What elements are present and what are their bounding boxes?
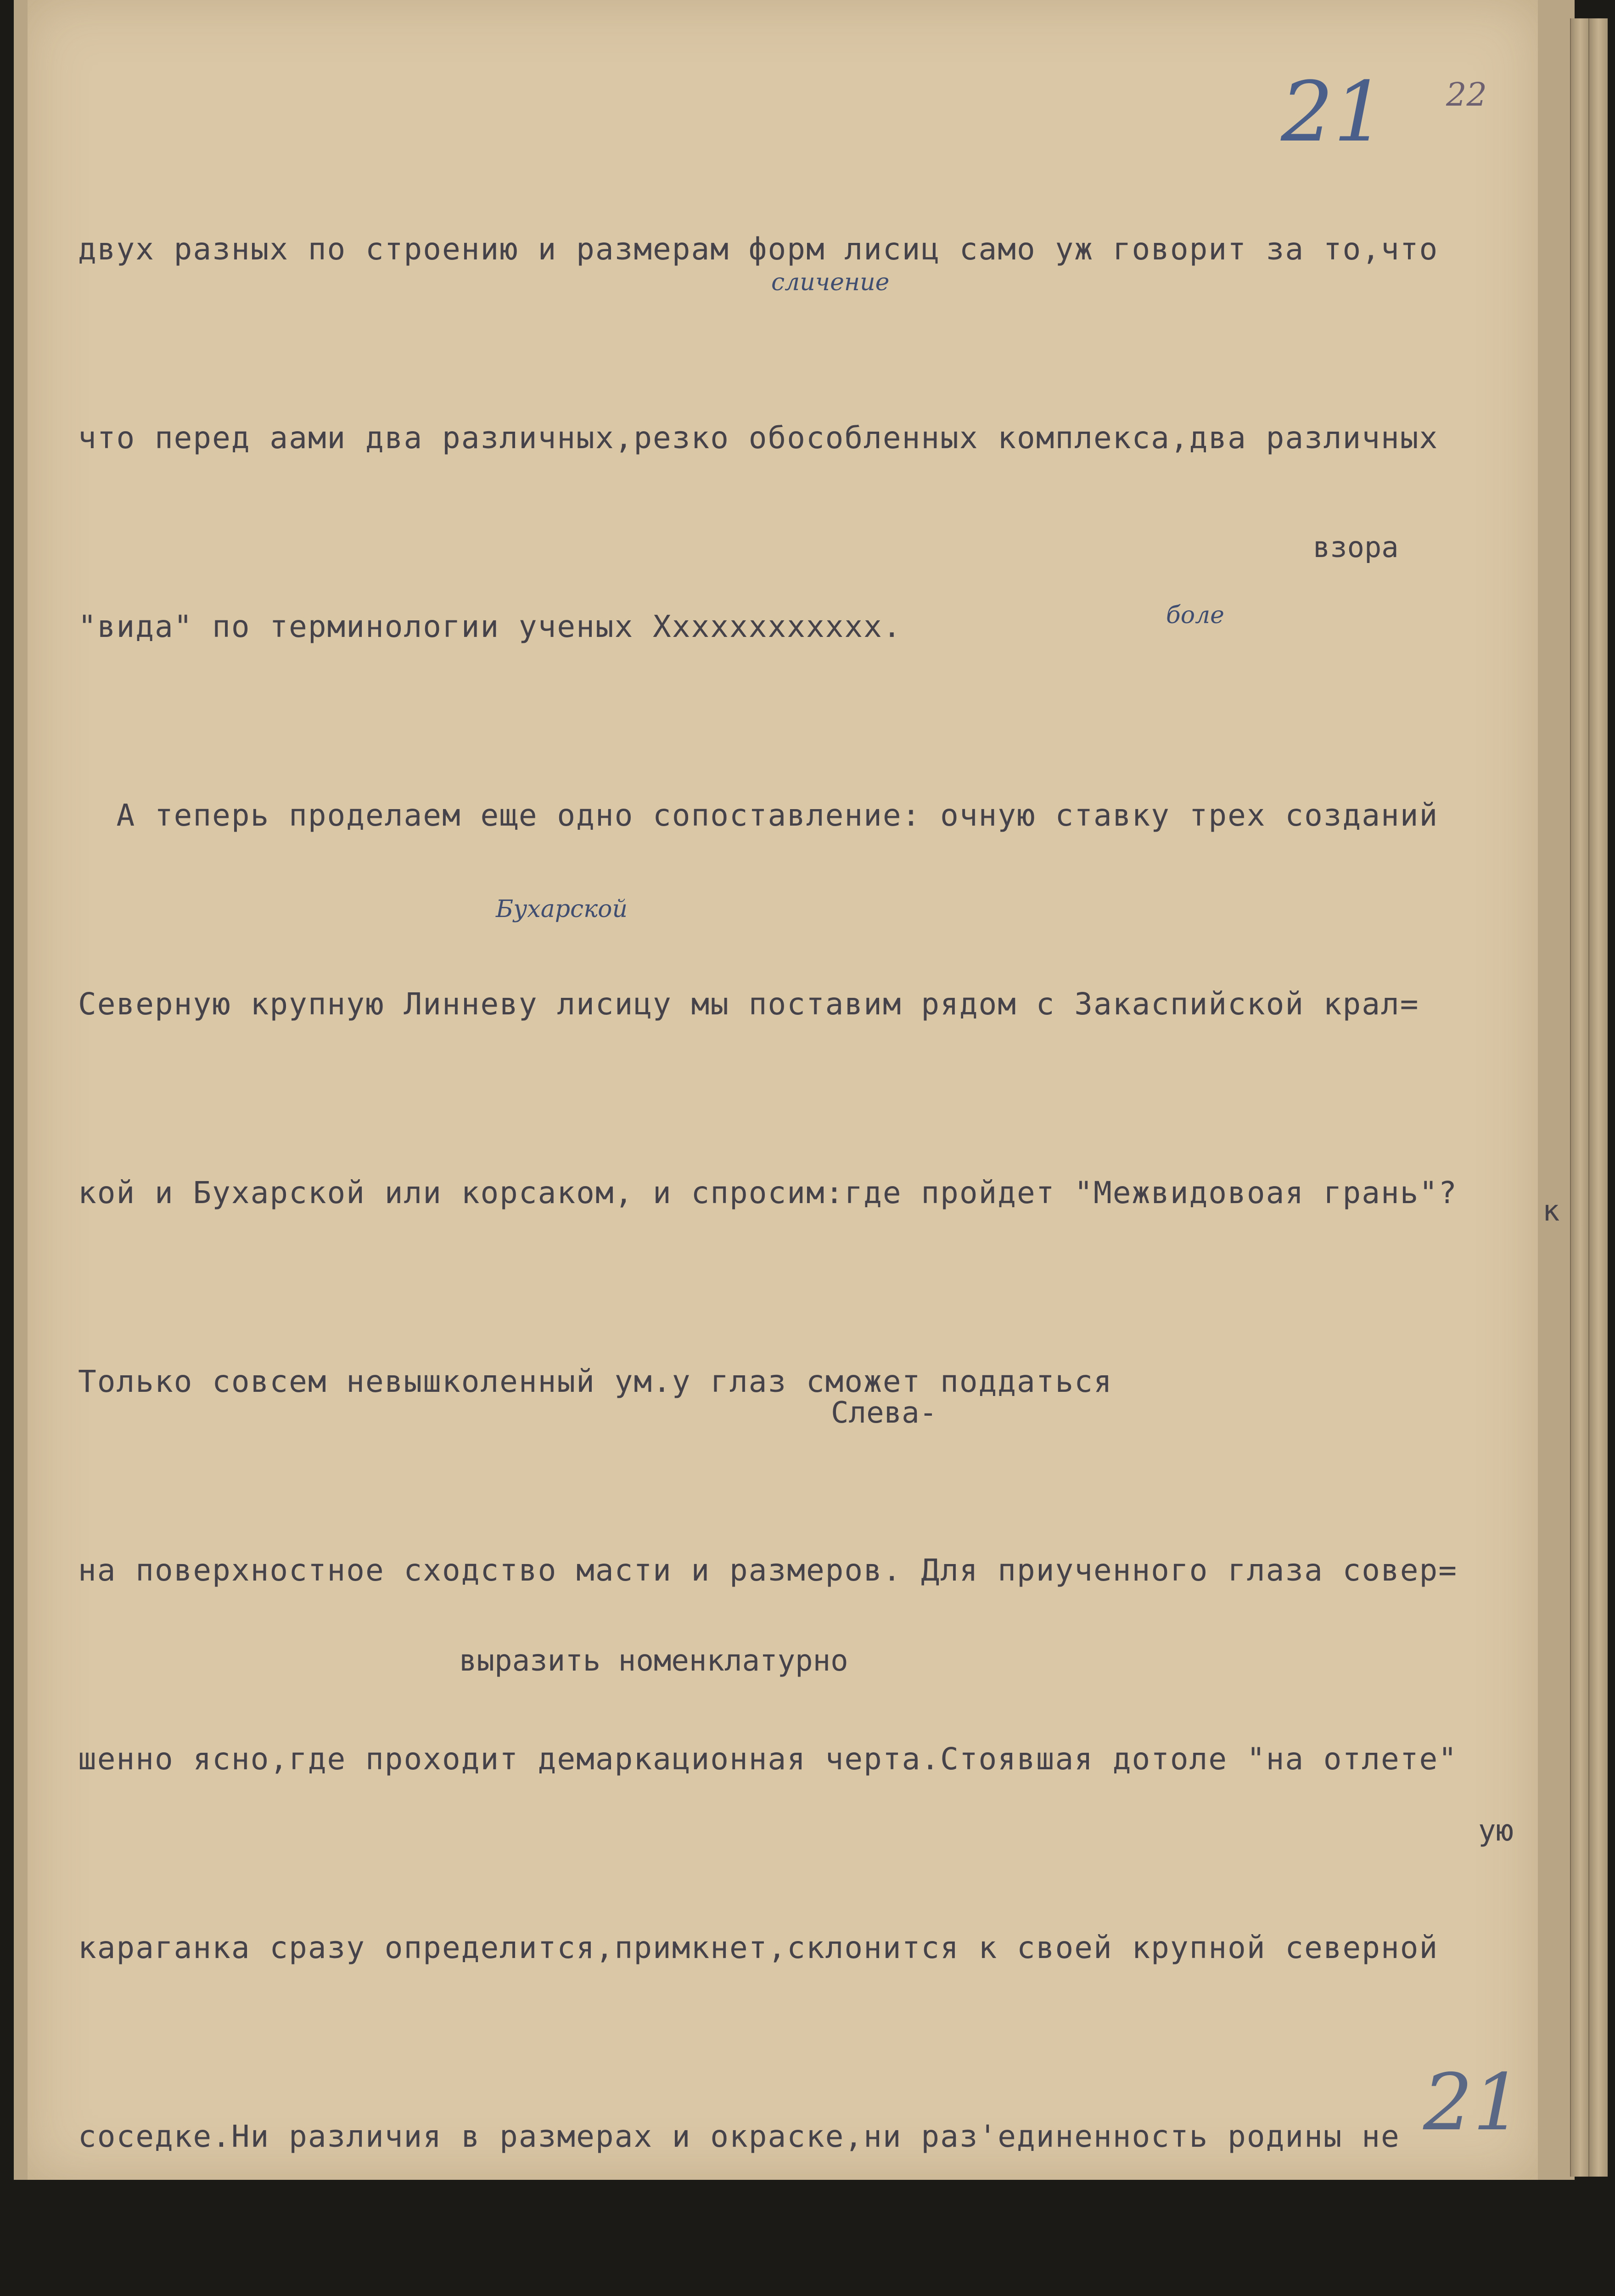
- text-line: караганка сразу определится,примкнет,склонится к своей крупной северной: [78, 1930, 1439, 1965]
- folio-number-small: 22: [1446, 76, 1487, 113]
- folio-number: 21: [1281, 64, 1386, 160]
- text-line: соседке.Ни различия в размерах и окраске,ни раз'единенность родины не: [78, 2119, 1400, 2154]
- text-line: шенно ясно,где проходит демаркационная черта.Стоявшая дотоле "на отлете": [78, 1741, 1458, 1777]
- inserted-word: к: [1542, 1194, 1560, 1227]
- text-line: кой и Бухарской или корсаком, и спросим:где пройдет "Межвидовоая грань"?: [78, 1175, 1458, 1210]
- paper-stack-edge: [1588, 18, 1608, 2177]
- folio-number-bottom: 21: [1423, 2057, 1523, 2148]
- text-line: двух разных по строению и размерам форм лисиц само уж говорит за то,что: [78, 231, 1439, 267]
- paper-stack-edge: [1570, 18, 1589, 2177]
- typed-page: [28, 0, 1560, 2180]
- text-line: Только совсем невышколенный ум.у глаз сможет поддаться: [78, 1364, 1113, 1399]
- handwritten-correction: Бухарской: [496, 895, 628, 923]
- text-line: что перед аами два различных,резко обособленных комплекса,два различных: [78, 420, 1439, 456]
- inserted-word: ую: [1478, 1814, 1514, 1848]
- handwritten-correction: сличение: [771, 269, 890, 296]
- inserted-word: Слева-: [831, 1396, 937, 1430]
- text-line: на поверхностное сходство масти и размеров. Для приученного глаза совер=: [78, 1553, 1458, 1588]
- text-line: [78, 2294, 1565, 2296]
- text-line: "вида" по терминологии ученых Хххххххххххх.: [78, 609, 902, 644]
- text-line: А теперь проделаем еще одно сопоставление: очную ставку трех созданий: [78, 798, 1439, 833]
- typewritten-text: [78, 92, 1565, 2296]
- inserted-word: выразить номенклатурно: [459, 1644, 848, 1678]
- handwritten-correction: боле: [1166, 602, 1224, 629]
- inserted-word: взора: [1313, 530, 1399, 564]
- text-line: Северную крупную Линневу лисицу мы поставим рядом с Закаспийской крал=: [78, 986, 1419, 1022]
